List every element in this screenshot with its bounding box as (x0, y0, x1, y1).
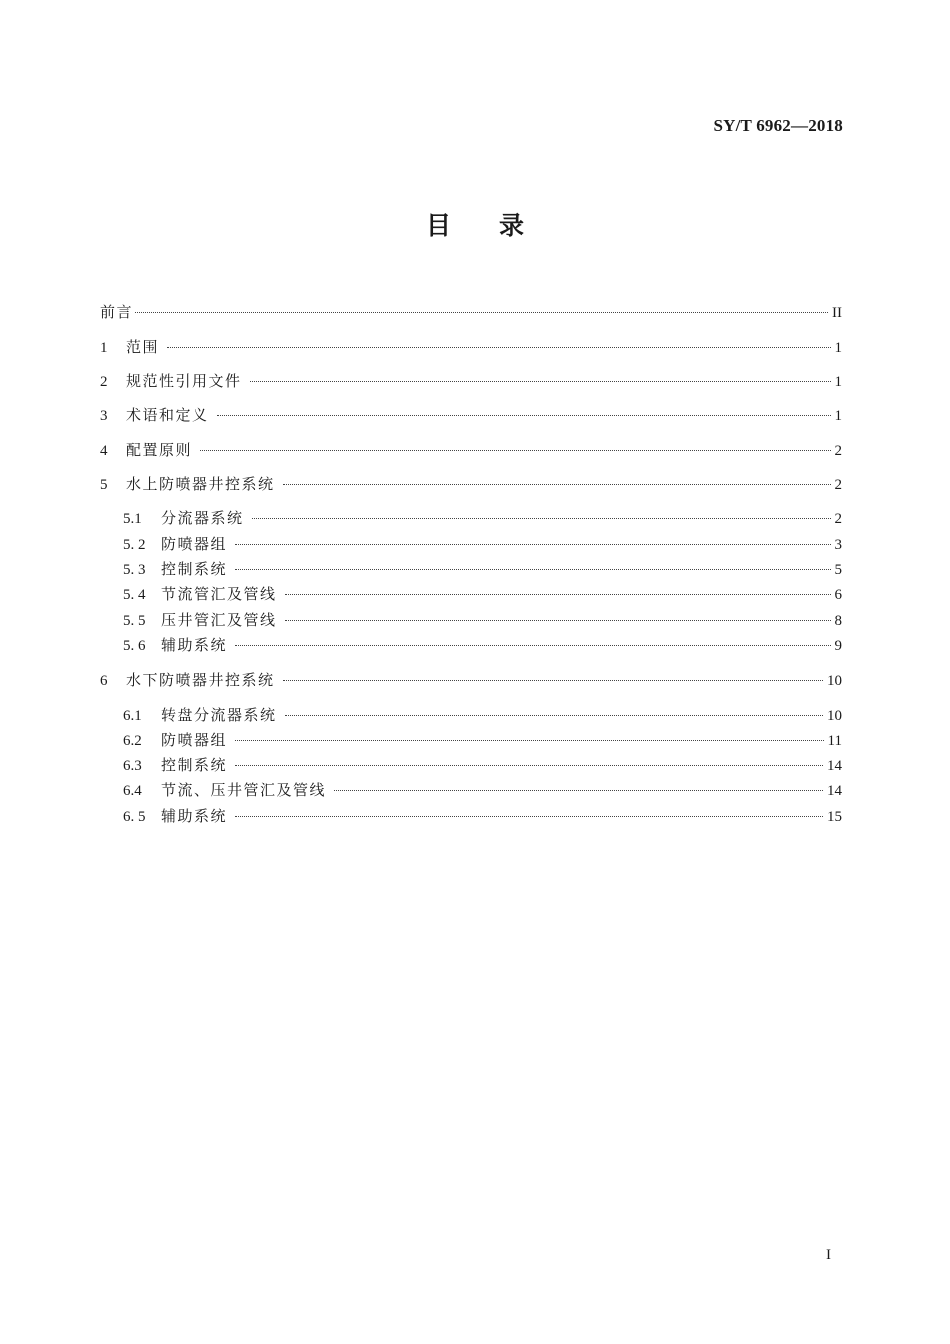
toc-dot-leader (283, 484, 831, 485)
toc-dot-leader (285, 620, 831, 621)
toc-entry-label: 前言 (100, 303, 134, 321)
toc-dot-leader (235, 569, 830, 570)
toc-entry-page: 11 (827, 733, 842, 749)
toc-entry-page: 14 (827, 758, 842, 774)
toc-entry-2[interactable] (100, 370, 842, 392)
toc-dot-leader (200, 450, 830, 451)
toc-entry-label: 辅助系统 (161, 807, 228, 825)
page-number: I (826, 1247, 831, 1263)
toc-entry-page: 1 (834, 374, 842, 390)
toc-entry-5-6[interactable] (123, 634, 842, 656)
toc-entry-page: 2 (834, 511, 842, 527)
toc-entry-number: 4 (100, 443, 108, 459)
toc-entry-label: 配置原则 (126, 441, 193, 459)
toc-entry-5-5[interactable] (123, 609, 842, 631)
toc-entry-3[interactable] (100, 404, 842, 426)
toc-entry-6[interactable] (100, 669, 842, 691)
toc-entry-page: 15 (827, 809, 842, 825)
toc-entry-number: 5.1 (123, 511, 142, 527)
toc-entry-label: 范围 (126, 338, 160, 356)
toc-entry-5-4[interactable] (123, 583, 842, 605)
toc-entry-number: 6 (100, 673, 108, 689)
toc-dot-leader (167, 347, 830, 348)
toc-entry-label: 节流管汇及管线 (161, 585, 277, 603)
toc-entry-label: 术语和定义 (126, 406, 209, 424)
toc-entry-5-3[interactable] (123, 558, 842, 580)
toc-entry-page: 6 (834, 587, 842, 603)
toc-entry-6-1[interactable] (123, 704, 842, 726)
toc-entry-label: 控制系统 (161, 756, 228, 774)
toc-entry-number: 3 (100, 408, 108, 424)
toc-entry-page: 1 (834, 340, 842, 356)
toc-entry-number: 2 (100, 374, 108, 390)
toc-entry-label: 水下防喷器井控系统 (126, 671, 275, 689)
toc-entry-number: 5. 2 (123, 537, 146, 553)
toc-entry-label: 水上防喷器井控系统 (126, 475, 275, 493)
toc-entry-number: 6.1 (123, 708, 142, 724)
toc-entry-number: 5. 4 (123, 587, 146, 603)
toc-dot-leader (283, 680, 823, 681)
toc-dot-leader (235, 740, 824, 741)
toc-entry-page: II (832, 305, 842, 321)
toc-dot-leader (235, 645, 830, 646)
toc-entry-page: 14 (827, 783, 842, 799)
toc-entry-label: 分流器系统 (161, 509, 244, 527)
toc-entry-number: 6.4 (123, 783, 142, 799)
toc-entry-label: 规范性引用文件 (126, 372, 242, 390)
document-code: SY/T 6962—2018 (713, 116, 843, 135)
toc-entry-number: 6.3 (123, 758, 142, 774)
toc-entry-page: 2 (834, 443, 842, 459)
toc-entry-number: 5. 3 (123, 562, 146, 578)
toc-dot-leader (135, 312, 828, 313)
toc-title: 目录 (425, 211, 572, 240)
toc-dot-leader (252, 518, 831, 519)
toc-dot-leader (235, 816, 823, 817)
toc-dot-leader (334, 790, 823, 791)
toc-entry-number: 5 (100, 477, 108, 493)
toc-entry-label: 转盘分流器系统 (161, 706, 277, 724)
toc-entry-5[interactable] (100, 473, 842, 495)
toc-entry-number: 5. 6 (123, 638, 146, 654)
toc-entry-4[interactable] (100, 439, 842, 461)
toc-entry-foreword[interactable] (100, 301, 842, 323)
toc-entry-page: 9 (834, 638, 842, 654)
toc-entry-page: 10 (827, 708, 842, 724)
toc-dot-leader (235, 544, 830, 545)
toc-entry-number: 6. 5 (123, 809, 146, 825)
toc-entry-number: 1 (100, 340, 108, 356)
toc-entry-label: 辅助系统 (161, 636, 228, 654)
toc-entry-number: 6.2 (123, 733, 142, 749)
toc-entry-6-5[interactable] (123, 805, 842, 827)
toc-entry-page: 1 (834, 408, 842, 424)
toc-dot-leader (285, 715, 823, 716)
toc-entry-page: 8 (834, 613, 842, 629)
toc-dot-leader (250, 381, 831, 382)
toc-entry-label: 防喷器组 (161, 535, 228, 553)
toc-entry-label: 控制系统 (161, 560, 228, 578)
toc-entry-5-2[interactable] (123, 533, 842, 555)
toc-entry-5-1[interactable] (123, 507, 842, 529)
toc-entry-page: 10 (827, 673, 842, 689)
toc-dot-leader (235, 765, 823, 766)
toc-entry-page: 2 (834, 477, 842, 493)
toc-dot-leader (217, 415, 831, 416)
toc-entry-6-3[interactable] (123, 754, 842, 776)
toc-entry-page: 5 (834, 562, 842, 578)
toc-entry-label: 节流、压井管汇及管线 (161, 781, 327, 799)
toc-entry-1[interactable] (100, 336, 842, 358)
toc-entry-6-2[interactable] (123, 729, 842, 751)
toc-entry-label: 防喷器组 (161, 731, 228, 749)
toc-entry-page: 3 (834, 537, 842, 553)
toc-entry-6-4[interactable] (123, 779, 842, 801)
toc-dot-leader (285, 594, 831, 595)
toc-entry-number: 5. 5 (123, 613, 146, 629)
toc-entry-label: 压井管汇及管线 (161, 611, 277, 629)
